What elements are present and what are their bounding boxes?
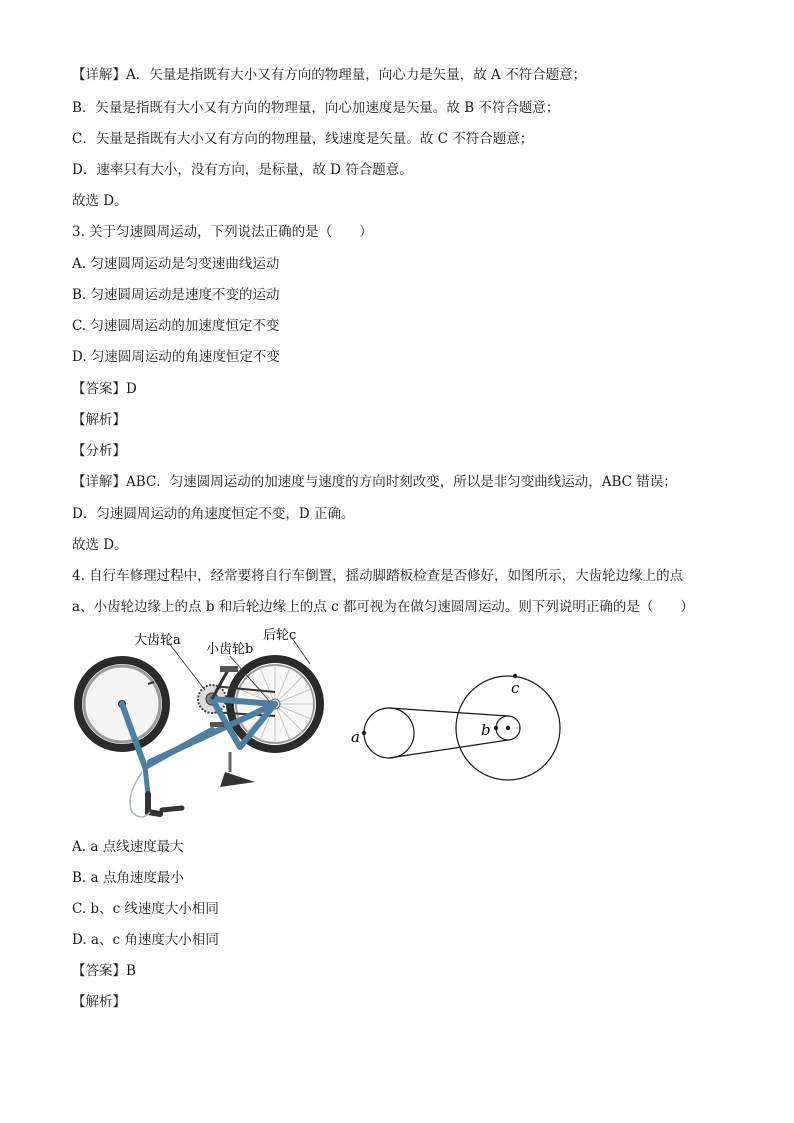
q4-answer: 【答案】B bbox=[72, 963, 136, 979]
pedal bbox=[220, 666, 238, 672]
q3-detail-abc: 【详解】ABC．匀速圆周运动的加速度与速度的方向时刻改变，所以是非匀变曲线运动，ABC 错误； bbox=[72, 474, 677, 490]
pedal-lower bbox=[210, 722, 224, 727]
label-big-gear: 大齿轮a bbox=[134, 633, 181, 648]
q3-option-b: B. 匀速圆周运动是速度不变的运动 bbox=[72, 287, 280, 303]
q3-option-d: D. 匀速圆周运动的角速度恒定不变 bbox=[72, 349, 280, 365]
q4-analysis: 【解析】 bbox=[72, 994, 126, 1010]
choose-d-line: 故选 D。 bbox=[72, 193, 128, 209]
handlebar bbox=[148, 794, 160, 814]
question-4-stem-2: a、小齿轮边缘上的点 b 和后轮边缘上的点 c 都可视为在做匀速圆周运动。则下列说明正确的是（ ） bbox=[72, 599, 694, 615]
question-3-stem: 3. 关于匀速圆周运动，下列说法正确的是（ ） bbox=[72, 224, 373, 240]
q3-answer: 【答案】D bbox=[72, 381, 137, 397]
detail-a-line: 【详解】A．矢量是指既有大小又有方向的物理量，向心力是矢量，故 A 不符合题意； bbox=[72, 67, 587, 83]
leader-big-gear bbox=[168, 642, 205, 690]
point-a bbox=[362, 731, 366, 735]
detail-c-line: C．矢量是指既有大小又有方向的物理量，线速度是矢量。故 C 不符合题意； bbox=[72, 131, 534, 147]
q3-choose-d: 故选 D。 bbox=[72, 537, 128, 553]
brake-lever bbox=[162, 808, 182, 810]
q4-option-d: D. a、c 角速度大小相同 bbox=[72, 932, 219, 948]
point-b bbox=[494, 726, 498, 730]
gear-schematic bbox=[345, 665, 570, 790]
q4-option-a: A. a 点线速度最大 bbox=[72, 839, 184, 855]
q3-analysis: 【解析】 bbox=[72, 412, 126, 428]
label-rear-wheel: 后轮c bbox=[263, 628, 297, 643]
chain-bottom bbox=[389, 740, 508, 758]
label-c: c bbox=[511, 679, 520, 697]
detail-d-line: D．速率只有大小，没有方向，是标量，故 D 符合题意。 bbox=[72, 162, 413, 178]
stem bbox=[145, 767, 148, 794]
label-small-gear: 小齿轮b bbox=[206, 642, 254, 657]
q4-option-c: C. b、c 线速度大小相同 bbox=[72, 901, 219, 917]
detail-b-line: B．矢量是指既有大小又有方向的物理量，向心加速度是矢量。故 B 不符合题意； bbox=[72, 100, 560, 116]
question-4-stem-1: 4. 自行车修理过程中，经常要将自行车倒置，摇动脚踏板检查是否修好，如图所示，大齿轮边缘上的点 bbox=[72, 568, 684, 584]
bicycle-figure bbox=[70, 622, 340, 827]
point-c bbox=[513, 674, 517, 678]
q3-detail-d: D．匀速圆周运动的角速度恒定不变，D 正确。 bbox=[72, 506, 355, 522]
label-a: a bbox=[351, 728, 360, 746]
wheel-center bbox=[506, 726, 510, 730]
q4-option-b: B. a 点角速度最小 bbox=[72, 870, 184, 886]
big-gear-circle bbox=[364, 708, 414, 758]
q3-option-c: C. 匀速圆周运动的加速度恒定不变 bbox=[72, 318, 280, 334]
q3-fenxi: 【分析】 bbox=[72, 443, 126, 459]
q3-option-a: A. 匀速圆周运动是匀变速曲线运动 bbox=[72, 256, 280, 272]
label-b: b bbox=[481, 721, 491, 739]
bike-seat bbox=[220, 772, 255, 787]
